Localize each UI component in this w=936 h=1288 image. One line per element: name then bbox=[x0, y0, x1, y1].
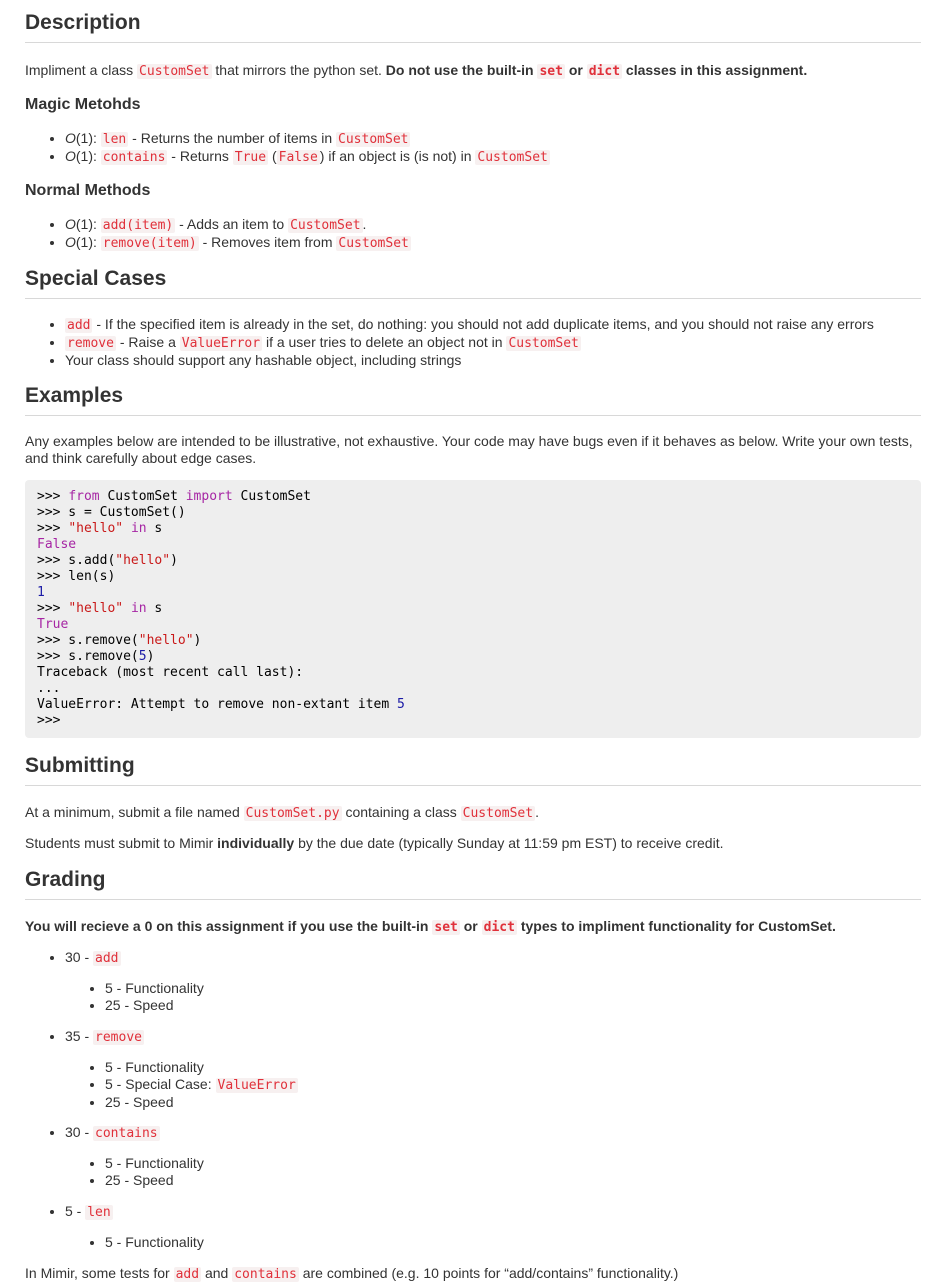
warning-bold bbox=[25, 918, 836, 934]
grading-group-add bbox=[25, 949, 121, 967]
code-line bbox=[37, 569, 115, 584]
list-item: • 25 - Speed bbox=[105, 1094, 298, 1111]
code-token: ValueError: Attempt to remove non-extant item bbox=[37, 697, 398, 712]
text: and bbox=[201, 1265, 233, 1281]
text: - If the specified item is already in the set, do nothing: you should not add duplicate items, and you should not raise any errors bbox=[92, 316, 874, 332]
code-line bbox=[37, 649, 154, 664]
code-contains: contains bbox=[95, 1126, 158, 1141]
code-token: from bbox=[68, 489, 100, 504]
code-line bbox=[37, 713, 60, 728]
code-dict: dict bbox=[588, 64, 621, 79]
text: (1): bbox=[75, 130, 101, 146]
code-customset: CustomSet bbox=[290, 218, 361, 233]
points: 5 - bbox=[65, 1203, 86, 1219]
code-token: False bbox=[37, 537, 77, 552]
code-token: >>> s = CustomSet() bbox=[37, 505, 186, 520]
code-token: "hello" bbox=[68, 521, 124, 536]
code-line bbox=[37, 521, 162, 536]
text: (1): bbox=[75, 234, 101, 250]
code-token: in bbox=[130, 601, 147, 616]
text: are combined (e.g. 10 points for “add/contains” functionality.) bbox=[298, 1265, 679, 1281]
text: - Returns bbox=[167, 148, 233, 164]
code-remove: remove bbox=[67, 336, 114, 351]
code-token: "hello" bbox=[68, 601, 124, 616]
examples-section bbox=[25, 383, 921, 416]
list-item bbox=[65, 148, 550, 166]
code-customset: CustomSet bbox=[477, 150, 548, 165]
description-section bbox=[25, 10, 921, 43]
special-cases-section bbox=[25, 266, 921, 299]
grading-sublist bbox=[65, 1234, 204, 1251]
intro-text: Impliment a class bbox=[25, 62, 138, 78]
code-token: >>> len(s) bbox=[37, 569, 116, 584]
code-token: 5 bbox=[397, 697, 405, 712]
complexity: O bbox=[65, 130, 76, 146]
grading-sublist bbox=[65, 980, 204, 1014]
complexity: O bbox=[65, 216, 76, 232]
code-token: ) bbox=[193, 633, 202, 648]
code-line bbox=[37, 665, 303, 680]
code-add: add(item) bbox=[102, 218, 174, 233]
code-token: Traceback (most recent call last): bbox=[37, 665, 304, 680]
description-heading: Description bbox=[25, 10, 921, 43]
code-line bbox=[37, 585, 45, 600]
list-item: • 5 - Functionality bbox=[105, 980, 204, 997]
code-token: CustomSet bbox=[232, 489, 311, 504]
code-line bbox=[37, 505, 186, 520]
list-item bbox=[65, 949, 121, 967]
text: - Removes item from bbox=[198, 234, 337, 250]
code-token: 1 bbox=[37, 585, 45, 600]
code-token: True bbox=[37, 617, 69, 632]
code-set: set bbox=[434, 920, 458, 935]
grading-sublist bbox=[65, 1155, 204, 1189]
submitting-heading: Submitting bbox=[25, 753, 921, 786]
code-customset: CustomSet bbox=[338, 132, 409, 147]
bold-text: You will recieve a 0 on this assignment if you use the built-in bbox=[25, 918, 433, 934]
grading-warning bbox=[25, 918, 836, 936]
code-contains: contains bbox=[234, 1267, 297, 1282]
code-token: CustomSet bbox=[99, 489, 186, 504]
code-token bbox=[123, 521, 131, 536]
submitting-section bbox=[25, 753, 921, 786]
list-item bbox=[65, 316, 874, 334]
code-line bbox=[37, 537, 76, 552]
code-add: add bbox=[67, 318, 91, 333]
list-item bbox=[65, 216, 411, 234]
list-item: • 5 - Functionality bbox=[105, 1155, 204, 1172]
list-item bbox=[65, 1124, 160, 1142]
list-item bbox=[105, 1076, 298, 1094]
special-cases-list bbox=[25, 316, 874, 369]
points: 35 - bbox=[65, 1028, 94, 1044]
list-item: • 5 - Functionality bbox=[105, 1234, 204, 1251]
code-token: >>> s.remove( bbox=[37, 649, 139, 664]
code-token: s bbox=[146, 521, 163, 536]
code-false: False bbox=[278, 150, 318, 165]
code-valueerror: ValueError bbox=[217, 1078, 296, 1093]
code-valueerror: ValueError bbox=[181, 336, 261, 351]
code-token: import bbox=[185, 489, 233, 504]
text: - Adds an item to bbox=[175, 216, 289, 232]
code-line bbox=[37, 633, 201, 648]
code-remove: remove bbox=[95, 1030, 142, 1045]
complexity: O bbox=[65, 148, 76, 164]
grading-group-len bbox=[25, 1203, 113, 1221]
intro-bold bbox=[386, 62, 807, 78]
code-token: >>> bbox=[37, 601, 69, 616]
code-customset: CustomSet bbox=[462, 806, 534, 821]
description-intro bbox=[25, 62, 807, 80]
special-cases-heading: Special Cases bbox=[25, 266, 921, 299]
list-item bbox=[65, 352, 874, 369]
code-line bbox=[37, 489, 311, 504]
points: 30 - bbox=[65, 1124, 94, 1140]
list-item: • 25 - Speed bbox=[105, 1172, 204, 1189]
code-line bbox=[37, 553, 178, 568]
normal-methods-list bbox=[25, 216, 411, 252]
code-example-block bbox=[25, 480, 921, 738]
text: - Raise a bbox=[115, 334, 180, 350]
code-token: ) bbox=[170, 553, 178, 568]
code-token: in bbox=[130, 521, 147, 536]
code-token: >>> s.remove( bbox=[37, 633, 139, 648]
code-token: >>> bbox=[37, 713, 61, 728]
bold-text: or bbox=[459, 918, 482, 934]
grading-section bbox=[25, 867, 921, 900]
code-customset: CustomSet bbox=[508, 336, 579, 351]
text: At a minimum, submit a file named bbox=[25, 804, 244, 820]
magic-methods-heading: Magic Metohds bbox=[25, 96, 141, 113]
code-contains: contains bbox=[102, 150, 166, 165]
magic-methods-list bbox=[25, 130, 550, 166]
code-token: >>> s.add( bbox=[37, 553, 116, 568]
code-customset: CustomSet bbox=[338, 236, 409, 251]
code-set: set bbox=[539, 64, 563, 79]
text: if a user tries to delete an object not in bbox=[262, 334, 507, 350]
bold-text: or bbox=[564, 62, 587, 78]
text: containing a class bbox=[341, 804, 461, 820]
text: Your class should support any hashable object, including strings bbox=[65, 352, 462, 368]
code-filename: CustomSet.py bbox=[245, 806, 340, 821]
list-item: • 5 - Functionality bbox=[105, 1059, 298, 1076]
intro-text: that mirrors the python set. bbox=[211, 62, 386, 78]
code-add: add bbox=[95, 951, 119, 966]
code-remove: remove(item) bbox=[102, 236, 197, 251]
code-len: len bbox=[87, 1205, 111, 1220]
code-token: ... bbox=[37, 681, 61, 696]
code-token: s bbox=[146, 601, 163, 616]
code-line bbox=[37, 681, 60, 696]
text: In Mimir, some tests for bbox=[25, 1265, 174, 1281]
code-token bbox=[123, 601, 131, 616]
code-token: 5 bbox=[138, 649, 147, 664]
text: Students must submit to Mimir bbox=[25, 835, 218, 851]
code-len: len bbox=[102, 132, 127, 147]
text: (1): bbox=[75, 148, 101, 164]
code-dict: dict bbox=[483, 920, 515, 935]
code-token: >>> bbox=[37, 521, 69, 536]
examples-heading: Examples bbox=[25, 383, 921, 416]
code-token: ) bbox=[146, 649, 155, 664]
text: . bbox=[535, 804, 539, 820]
code-line bbox=[37, 617, 68, 632]
code-token: >>> bbox=[37, 489, 69, 504]
normal-methods-heading: Normal Methods bbox=[25, 182, 151, 199]
bold-text: individually bbox=[217, 835, 295, 851]
text: . bbox=[362, 216, 367, 232]
submitting-file-paragraph bbox=[25, 804, 539, 822]
text: - Returns the number of items in bbox=[128, 130, 337, 146]
code-line bbox=[37, 697, 405, 712]
list-item: • 25 - Speed bbox=[105, 997, 204, 1014]
code-token: "hello" bbox=[115, 553, 171, 568]
list-item bbox=[65, 334, 874, 352]
text: (1): bbox=[75, 216, 101, 232]
points: 30 - bbox=[65, 949, 94, 965]
text: by the due date (typically Sunday at 11:59 pm EST) to receive credit. bbox=[294, 835, 724, 851]
text: 5 - Special Case: bbox=[105, 1076, 216, 1092]
submitting-deadline-paragraph bbox=[25, 835, 723, 852]
bold-text: types to impliment functionality for CustomSet. bbox=[516, 918, 836, 934]
grading-group-remove bbox=[25, 1028, 144, 1046]
complexity: O bbox=[65, 234, 76, 250]
code-token: "hello" bbox=[138, 633, 194, 648]
list-item bbox=[65, 1203, 113, 1221]
code-line bbox=[37, 601, 162, 616]
text: ) if an object is (is not) in bbox=[319, 148, 476, 164]
examples-intro: Any examples below are intended to be illustrative, not exhaustive. Your code may have bugs even if it behaves as below. Write your own tests, and think carefully about edge cases. bbox=[25, 433, 913, 466]
code-add: add bbox=[175, 1267, 200, 1282]
grading-heading: Grading bbox=[25, 867, 921, 900]
grading-footer bbox=[25, 1265, 678, 1283]
list-item bbox=[65, 130, 550, 148]
bold-text: Do not use the built-in bbox=[385, 62, 538, 78]
grading-group-contains bbox=[25, 1124, 160, 1142]
bold-text: classes in this assignment. bbox=[622, 62, 808, 78]
grading-sublist bbox=[65, 1059, 298, 1111]
code-customset: CustomSet bbox=[139, 64, 210, 79]
list-item bbox=[65, 234, 411, 252]
code-true: True bbox=[234, 150, 267, 165]
text: ( bbox=[268, 148, 277, 164]
list-item bbox=[65, 1028, 144, 1046]
